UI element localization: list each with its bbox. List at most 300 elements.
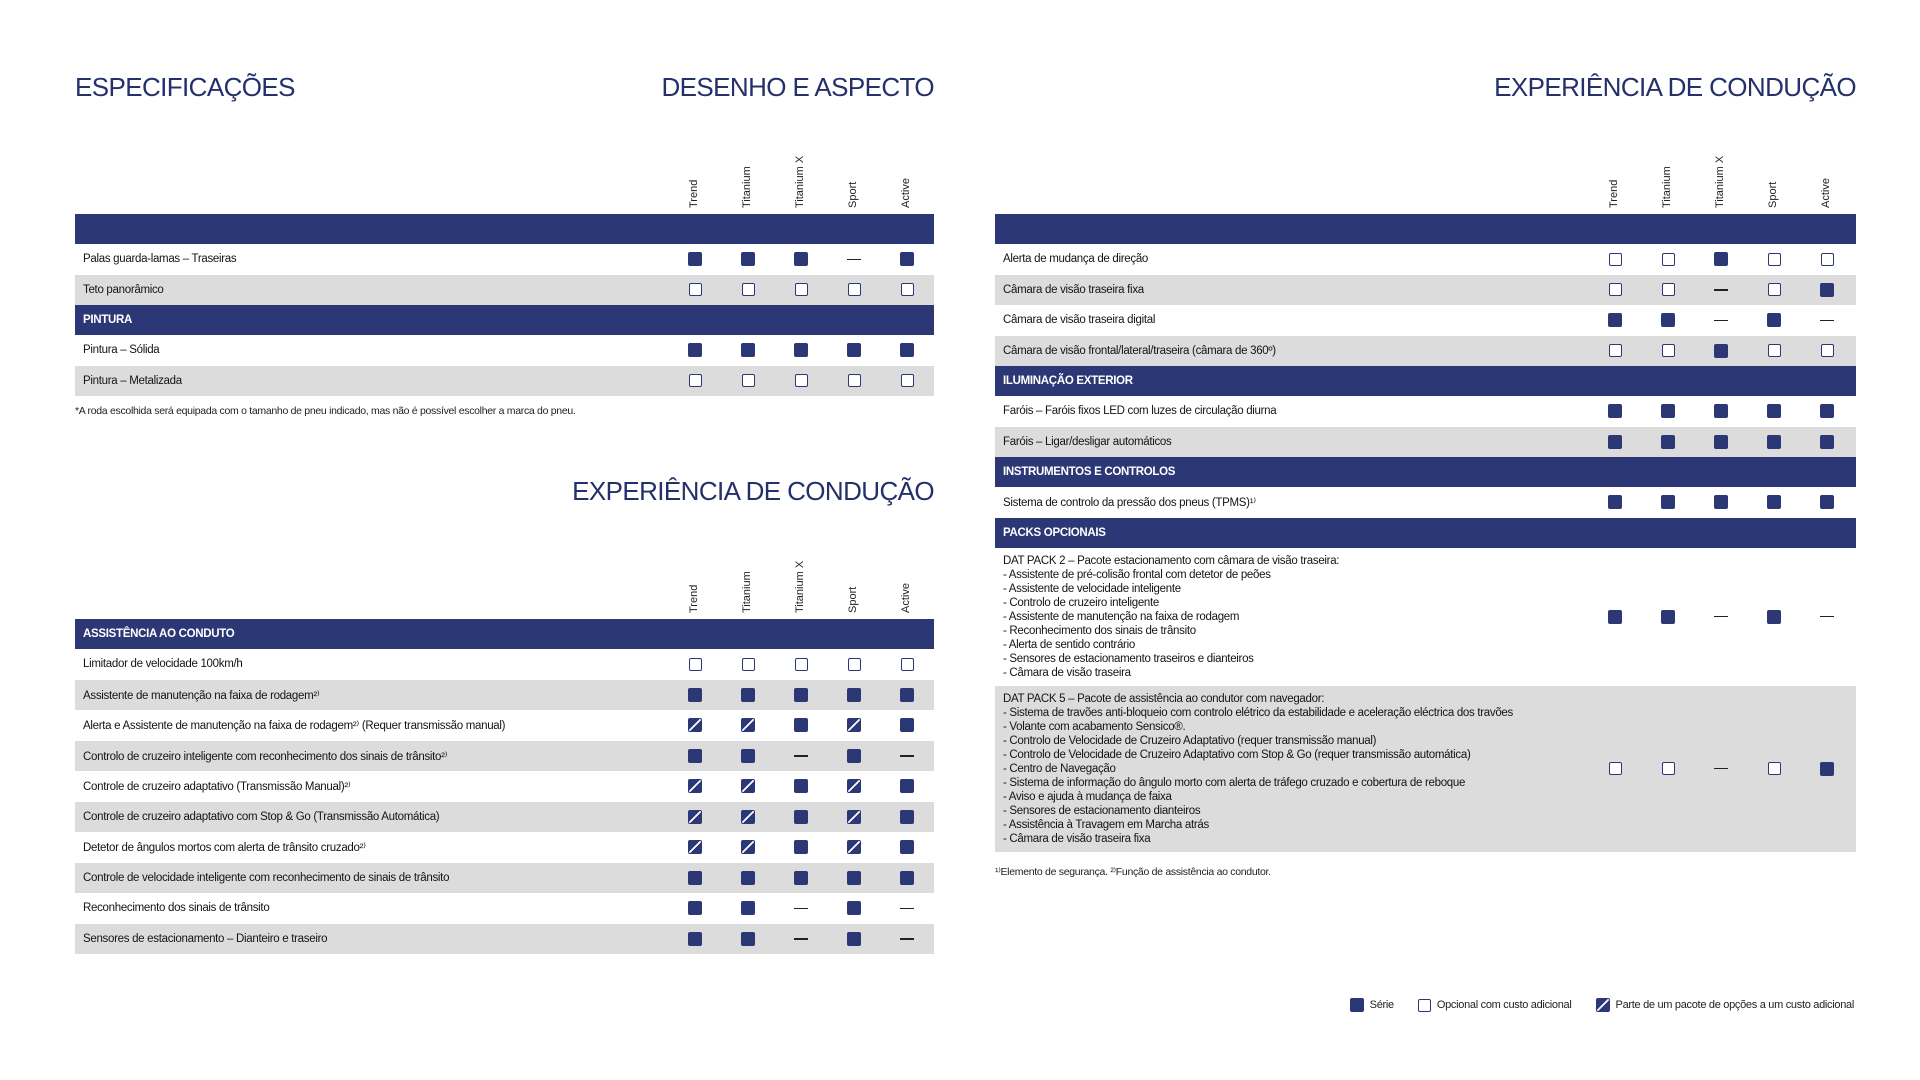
specs-title: ESPECIFICAÇÕES: [75, 72, 295, 102]
optional-marker-icon: [742, 658, 755, 671]
standard-marker-icon: [847, 749, 861, 763]
availability-cell: [741, 688, 755, 702]
availability-cell: [741, 779, 755, 793]
availability-cell: [794, 283, 808, 297]
standard-marker-icon: [1714, 344, 1728, 358]
optional-marker-icon: [1609, 344, 1622, 357]
pack-marker-icon: [847, 840, 861, 854]
feature-label: Controlo de cruzeiro inteligente com reconhecimento dos sinais de trânsito²⁾: [83, 750, 448, 763]
availability-cell: [741, 810, 755, 824]
availability-cell: [688, 718, 702, 732]
column-label: Active: [1820, 178, 1832, 208]
standard-marker-icon: [1820, 283, 1834, 297]
availability-cell: [1608, 762, 1622, 776]
column-label: Titanium: [1661, 166, 1673, 208]
column-label: Titanium X: [794, 155, 806, 208]
table-row: [75, 335, 934, 366]
column-header-sport: [1764, 138, 1784, 210]
standard-marker-icon: [688, 932, 702, 946]
availability-cell: [688, 810, 702, 824]
feature-label: Pintura – Sólida: [83, 344, 160, 357]
feature-label: Câmara de visão traseira fixa: [1003, 283, 1144, 296]
availability-cell: [688, 840, 702, 854]
section-header: [995, 457, 1856, 487]
standard-marker-icon: [741, 343, 755, 357]
availability-cell: [794, 840, 808, 854]
section-label: PINTURA: [83, 314, 133, 326]
not-available-dash-icon: [794, 938, 808, 940]
column-header-active: [897, 138, 917, 210]
feature-label: Teto panorâmico: [83, 283, 164, 296]
pack-marker-icon: [741, 840, 755, 854]
availability-cell: [847, 657, 861, 671]
standard-marker-icon: [741, 871, 755, 885]
standard-marker-icon: [900, 688, 914, 702]
pack-marker-icon: [1596, 998, 1610, 1012]
availability-cell: [741, 343, 755, 357]
standard-marker-icon: [900, 343, 914, 357]
table-row: [75, 244, 934, 275]
feature-label: Assistente de manutenção na faixa de rodagem²⁾: [83, 689, 320, 702]
availability-cell: [1714, 283, 1728, 297]
optional-marker-icon: [1768, 762, 1781, 775]
availability-cell: [688, 779, 702, 793]
standard-marker-icon: [1661, 610, 1675, 624]
pack-marker-icon: [741, 810, 755, 824]
availability-cell: [688, 657, 702, 671]
availability-cell: [900, 657, 914, 671]
column-label: Sport: [847, 181, 859, 208]
column-header-titanium: [738, 543, 758, 615]
availability-cell: [1767, 283, 1781, 297]
availability-cell: [741, 871, 755, 885]
table-row: [75, 366, 934, 397]
optional-marker-icon: [1821, 344, 1834, 357]
driving-right-table: [995, 142, 1856, 852]
availability-cell: [794, 374, 808, 388]
feature-label: Câmara de visão frontal/lateral/traseira (câmara de 360º): [1003, 344, 1276, 357]
table-row: [75, 680, 934, 711]
optional-marker-icon: [1821, 253, 1834, 266]
legend-standard: [1350, 998, 1394, 1012]
standard-marker-icon: [1767, 495, 1781, 509]
availability-cell: [847, 779, 861, 793]
availability-cell: [741, 749, 755, 763]
standard-marker-icon: [1820, 495, 1834, 509]
standard-marker-icon: [1608, 495, 1622, 509]
legend-standard-label: Série: [1369, 999, 1394, 1011]
pack-row: [995, 548, 1856, 686]
standard-marker-icon: [688, 343, 702, 357]
column-header-sport: [844, 543, 864, 615]
availability-cell: [1608, 313, 1622, 327]
optional-marker-icon: [1768, 283, 1781, 296]
availability-cell: [794, 688, 808, 702]
table-row: [995, 244, 1856, 275]
optional-marker-icon: [1609, 762, 1622, 775]
design-footnote: *A roda escolhida será equipada com o tamanho de pneu indicado, mas não é possível escolher a marca do pneu.: [75, 405, 576, 417]
availability-cell: [1820, 610, 1834, 624]
availability-cell: [1714, 252, 1728, 266]
availability-cell: [900, 810, 914, 824]
column-header-active: [1817, 138, 1837, 210]
optional-marker-icon: [901, 374, 914, 387]
standard-marker-icon: [1820, 435, 1834, 449]
availability-cell: [900, 932, 914, 946]
standard-marker-icon: [900, 779, 914, 793]
availability-cell: [1661, 610, 1675, 624]
section-header: [995, 366, 1856, 396]
section-header: [995, 518, 1856, 548]
optional-marker-icon: [1768, 344, 1781, 357]
standard-marker-icon: [1661, 404, 1675, 418]
feature-label: Controle de velocidade inteligente com reconhecimento de sinais de trânsito: [83, 871, 450, 884]
availability-cell: [794, 749, 808, 763]
availability-cell: [688, 688, 702, 702]
availability-cell: [688, 932, 702, 946]
not-available-dash-icon: [1714, 616, 1728, 618]
standard-marker-icon: [741, 749, 755, 763]
standard-marker-icon: [794, 343, 808, 357]
optional-marker-icon: [689, 283, 702, 296]
standard-marker-icon: [1714, 495, 1728, 509]
standard-marker-icon: [741, 901, 755, 915]
legend-pack: [1596, 998, 1854, 1012]
standard-marker-icon: [688, 901, 702, 915]
section-label: ASSISTÊNCIA AO CONDUTO: [83, 628, 235, 640]
availability-cell: [1608, 344, 1622, 358]
optional-marker-icon: [689, 374, 702, 387]
availability-cell: [1714, 435, 1728, 449]
not-available-dash-icon: [1820, 320, 1834, 322]
availability-cell: [1767, 344, 1781, 358]
optional-marker-icon: [848, 658, 861, 671]
availability-cell: [1767, 762, 1781, 776]
section-label: INSTRUMENTOS E CONTROLOS: [1003, 466, 1176, 478]
availability-cell: [1820, 313, 1834, 327]
not-available-dash-icon: [1714, 289, 1728, 291]
optional-marker-icon: [901, 658, 914, 671]
standard-marker-icon: [741, 932, 755, 946]
availability-cell: [794, 901, 808, 915]
pack-marker-icon: [688, 779, 702, 793]
table-row: [995, 396, 1856, 427]
feature-label: DAT PACK 5 – Pacote de assistência ao condutor com navegador: - Sistema de travões anti-bloqueio com controlo elétrico da estabilidade e aceleração eléctrica dos travões - Volante com acabamento Sensico®. - Controlo de Velocidade de Cruzeiro Adaptativo (requer transmissão manual) - Controlo de Velocidade de Cruzeiro Adaptativo com Stop & Go (requer transmissão automática) - Centro de Navegação - Sistema de informação do ângulo morto com alerta de tráfego cruzado e cobertura de reboque - Aviso e ajuda à mudança de faixa - Sensores de estacionamento dianteiros - Assistência à Travagem em Marcha atrás - Câmara de visão traseira fixa: [1003, 692, 1513, 845]
standard-marker-icon: [794, 718, 808, 732]
availability-cell: [1714, 313, 1728, 327]
availability-cell: [1820, 762, 1834, 776]
availability-cell: [1820, 344, 1834, 358]
standard-marker-icon: [847, 688, 861, 702]
section-header: [75, 214, 934, 244]
feature-label: Faróis – Ligar/desligar automáticos: [1003, 435, 1172, 448]
standard-marker-icon: [900, 252, 914, 266]
standard-marker-icon: [794, 871, 808, 885]
availability-cell: [1714, 344, 1728, 358]
availability-cell: [1661, 495, 1675, 509]
optional-marker-icon: [1662, 344, 1675, 357]
column-header-titanium-x: [791, 543, 811, 615]
availability-cell: [688, 252, 702, 266]
availability-cell: [900, 718, 914, 732]
availability-cell: [847, 374, 861, 388]
availability-cell: [847, 283, 861, 297]
availability-cell: [1661, 762, 1675, 776]
standard-marker-icon: [1714, 435, 1728, 449]
availability-cell: [1608, 435, 1622, 449]
feature-label: DAT PACK 2 – Pacote estacionamento com câmara de visão traseira: - Assistente de pré-colisão frontal com detetor de peões - Assistente de velocidade inteligente - Controlo de cruzeiro inteligente - Assistente de manutenção na faixa de rodagem - Reconhecimento dos sinais de trânsito - Alerta de sentido contrário - Sensores de estacionamento traseiros e dianteiros - Câmara de visão traseira: [1003, 554, 1340, 679]
availability-cell: [794, 810, 808, 824]
standard-marker-icon: [688, 749, 702, 763]
availability-cell: [900, 840, 914, 854]
standard-marker-icon: [741, 688, 755, 702]
availability-cell: [1767, 404, 1781, 418]
column-label: Titanium: [741, 571, 753, 613]
legend: [1332, 998, 1854, 1012]
feature-label: Palas guarda-lamas – Traseiras: [83, 253, 237, 266]
pack-marker-icon: [688, 840, 702, 854]
availability-cell: [1767, 252, 1781, 266]
availability-cell: [688, 374, 702, 388]
optional-marker-icon: [1662, 253, 1675, 266]
availability-cell: [1661, 283, 1675, 297]
feature-label: Limitador de velocidade 100km/h: [83, 658, 243, 671]
driving-left-table: [75, 547, 934, 954]
column-label: Trend: [688, 179, 700, 208]
column-header: [75, 142, 934, 214]
feature-label: Alerta de mudança de direção: [1003, 253, 1149, 266]
availability-cell: [741, 932, 755, 946]
availability-cell: [741, 840, 755, 854]
availability-cell: [847, 932, 861, 946]
not-available-dash-icon: [1820, 616, 1834, 618]
availability-cell: [1767, 435, 1781, 449]
column-label: Trend: [1608, 179, 1620, 208]
feature-label: Detetor de ângulos mortos com alerta de trânsito cruzado²⁾: [83, 842, 366, 855]
availability-cell: [1820, 252, 1834, 266]
section-label: ILUMINAÇÃO EXTERIOR: [1003, 375, 1133, 387]
pack-marker-icon: [688, 718, 702, 732]
standard-marker-icon: [847, 932, 861, 946]
table-row: [75, 275, 934, 306]
column-header: [995, 142, 1856, 214]
optional-marker-icon: [1418, 999, 1431, 1012]
availability-cell: [741, 374, 755, 388]
table-row: [75, 863, 934, 894]
not-available-dash-icon: [1714, 768, 1728, 770]
optional-marker-icon: [901, 283, 914, 296]
feature-label: Faróis – Faróis fixos LED com luzes de circulação diurna: [1003, 405, 1277, 418]
optional-marker-icon: [742, 374, 755, 387]
standard-marker-icon: [1350, 998, 1364, 1012]
table-row: [75, 893, 934, 924]
availability-cell: [900, 779, 914, 793]
availability-cell: [1661, 404, 1675, 418]
standard-marker-icon: [688, 871, 702, 885]
availability-cell: [794, 343, 808, 357]
standard-marker-icon: [1661, 435, 1675, 449]
not-available-dash-icon: [847, 259, 861, 261]
table-row: [995, 487, 1856, 518]
availability-cell: [1714, 404, 1728, 418]
table-row: [75, 710, 934, 741]
standard-marker-icon: [1661, 495, 1675, 509]
availability-cell: [794, 779, 808, 793]
availability-cell: [1820, 495, 1834, 509]
not-available-dash-icon: [900, 755, 914, 757]
table-row: [75, 832, 934, 863]
driving-left-title: EXPERIÊNCIA DE CONDUÇÃO: [572, 476, 934, 506]
optional-marker-icon: [795, 374, 808, 387]
not-available-dash-icon: [1714, 320, 1728, 322]
availability-cell: [1820, 283, 1834, 297]
availability-cell: [1661, 344, 1675, 358]
optional-marker-icon: [1768, 253, 1781, 266]
standard-marker-icon: [1767, 610, 1781, 624]
column-label: Sport: [1767, 181, 1779, 208]
column-header-titanium: [1658, 138, 1678, 210]
availability-cell: [847, 688, 861, 702]
standard-marker-icon: [847, 343, 861, 357]
standard-marker-icon: [794, 252, 808, 266]
availability-cell: [847, 810, 861, 824]
availability-cell: [794, 657, 808, 671]
table-row: [75, 802, 934, 833]
availability-cell: [900, 901, 914, 915]
availability-cell: [1661, 313, 1675, 327]
availability-cell: [794, 871, 808, 885]
feature-label: Controle de cruzeiro adaptativo (Transmissão Manual)²⁾: [83, 781, 351, 794]
table-row: [75, 741, 934, 772]
availability-cell: [1714, 762, 1728, 776]
feature-label: Alerta e Assistente de manutenção na faixa de rodagem²⁾ (Requer transmissão manual): [83, 720, 506, 733]
feature-label: Pintura – Metalizada: [83, 374, 182, 387]
table-row: [995, 336, 1856, 367]
availability-cell: [741, 283, 755, 297]
availability-cell: [847, 749, 861, 763]
availability-cell: [1714, 495, 1728, 509]
availability-cell: [1608, 610, 1622, 624]
availability-cell: [688, 749, 702, 763]
availability-cell: [900, 749, 914, 763]
standard-marker-icon: [900, 718, 914, 732]
column-header-sport: [844, 138, 864, 210]
feature-label: Reconhecimento dos sinais de trânsito: [83, 902, 270, 915]
table-row: [75, 649, 934, 680]
table-row: [995, 427, 1856, 458]
standard-marker-icon: [1661, 313, 1675, 327]
standard-marker-icon: [847, 901, 861, 915]
table-row: [75, 924, 934, 955]
availability-cell: [1608, 252, 1622, 266]
table-row: [75, 771, 934, 802]
optional-marker-icon: [848, 283, 861, 296]
availability-cell: [1820, 404, 1834, 418]
standard-marker-icon: [1608, 404, 1622, 418]
column-label: Titanium X: [794, 560, 806, 613]
optional-marker-icon: [1609, 283, 1622, 296]
standard-marker-icon: [1608, 435, 1622, 449]
availability-cell: [847, 901, 861, 915]
availability-cell: [794, 932, 808, 946]
pack-marker-icon: [847, 718, 861, 732]
pack-row: [995, 686, 1856, 852]
feature-label: Sistema de controlo da pressão dos pneus (TPMS)¹⁾: [1003, 497, 1256, 510]
design-title: DESENHO E ASPECTO: [661, 72, 934, 102]
availability-cell: [741, 657, 755, 671]
standard-marker-icon: [1608, 313, 1622, 327]
availability-cell: [847, 343, 861, 357]
availability-cell: [1661, 252, 1675, 266]
standard-marker-icon: [847, 871, 861, 885]
feature-label: Sensores de estacionamento – Dianteiro e traseiro: [83, 932, 328, 945]
standard-marker-icon: [1820, 762, 1834, 776]
availability-cell: [847, 840, 861, 854]
table-row: [995, 305, 1856, 336]
standard-marker-icon: [900, 871, 914, 885]
standard-marker-icon: [794, 810, 808, 824]
availability-cell: [1767, 495, 1781, 509]
legend-pack-label: Parte de um pacote de opções a um custo adicional: [1615, 999, 1854, 1011]
section-header: [995, 214, 1856, 244]
optional-marker-icon: [795, 658, 808, 671]
column-header-trend: [1605, 138, 1625, 210]
column-label: Sport: [847, 586, 859, 613]
not-available-dash-icon: [900, 908, 914, 910]
table-row: [995, 275, 1856, 306]
availability-cell: [900, 688, 914, 702]
standard-marker-icon: [1714, 252, 1728, 266]
standard-marker-icon: [741, 252, 755, 266]
section-header: [75, 619, 934, 649]
availability-cell: [794, 252, 808, 266]
right-footnote: ¹⁾Elemento de segurança. ²⁾Função de assistência ao condutor.: [995, 866, 1271, 878]
availability-cell: [1767, 313, 1781, 327]
availability-cell: [741, 901, 755, 915]
standard-marker-icon: [1608, 610, 1622, 624]
feature-label: Câmara de visão traseira digital: [1003, 314, 1156, 327]
availability-cell: [688, 871, 702, 885]
standard-marker-icon: [794, 688, 808, 702]
availability-cell: [688, 343, 702, 357]
pack-marker-icon: [847, 779, 861, 793]
standard-marker-icon: [688, 688, 702, 702]
optional-marker-icon: [1662, 762, 1675, 775]
availability-cell: [1608, 495, 1622, 509]
pack-marker-icon: [741, 718, 755, 732]
optional-marker-icon: [689, 658, 702, 671]
availability-cell: [847, 871, 861, 885]
design-table: [75, 142, 934, 396]
availability-cell: [900, 871, 914, 885]
column-header: [75, 547, 934, 619]
column-label: Active: [900, 583, 912, 613]
standard-marker-icon: [1767, 435, 1781, 449]
optional-marker-icon: [848, 374, 861, 387]
availability-cell: [741, 718, 755, 732]
standard-marker-icon: [1714, 404, 1728, 418]
availability-cell: [1767, 610, 1781, 624]
column-header-trend: [685, 543, 705, 615]
standard-marker-icon: [1767, 404, 1781, 418]
column-header-active: [897, 543, 917, 615]
pack-marker-icon: [847, 810, 861, 824]
column-header-titanium-x: [791, 138, 811, 210]
driving-right-title: EXPERIÊNCIA DE CONDUÇÃO: [1494, 72, 1856, 102]
standard-marker-icon: [900, 810, 914, 824]
column-header-titanium: [738, 138, 758, 210]
optional-marker-icon: [742, 283, 755, 296]
